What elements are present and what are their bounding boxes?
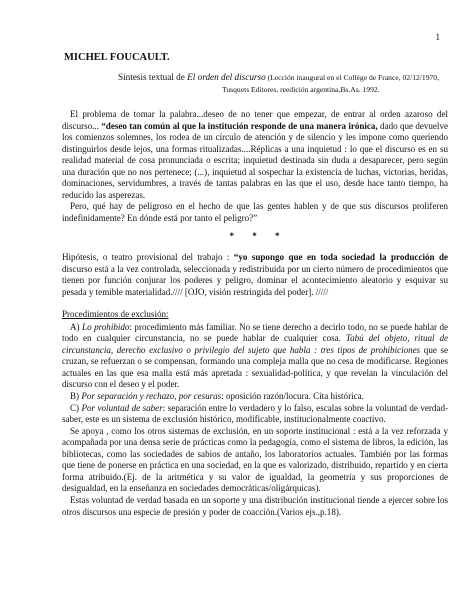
paragraph-4: Se apoya , como los otros sistemas de exclusión, en un soporte institucional : está a la vez reforzada y acompañada por una densa serie de prácticas como la pedagogía, como el sistema de libros, la edición, las bibliotecas, como las sociedades de sabios de antaño, los laboratorios actuales. También por las formas que tiene de ponerse en práctica en una sociedad, en la que es valorizado, distribuido, repartido y en cierta forma atribuido.(Ej. de la aritmética y su valor de igualdad, la geometría y sus proporciones de desigualdad, en la enseñanza en sociedades democráticas/oligárquicas). xyxy=(62,425,448,494)
paragraph-b xyxy=(62,391,448,403)
pb-label: B) xyxy=(70,391,82,402)
p1-text-a: El problema de tomar la palabra...deseo de no tener que empezar, de entrar al orden azaroso del discurso... xyxy=(62,109,448,131)
page-number: 1 xyxy=(435,32,440,42)
subtitle xyxy=(118,72,448,95)
author-heading: MICHEL FOUCAULT. xyxy=(64,52,170,63)
pb-title: Por separación y rechazo, por cesuras xyxy=(81,391,222,402)
pa-italic: Tabú del objeto, ritual de circunstancia, derecho exclusivo o privilegio del sujeto que habla : tres tipos de prohibiciones xyxy=(62,333,448,355)
pc-text: : separación entre lo verdadero y lo falso, escalas sobre la voluntad de verdad-saber, este es un sistema de exclusión histórico, modificable, institucionalmente coactivo. xyxy=(62,402,448,425)
p1-bold: “deseo tan común al que la institución responde de una manera irónica, xyxy=(101,120,378,131)
subtitle-lead: Síntesis textual de xyxy=(118,72,188,82)
pa-text-a: : procedimiento más familiar. No se tiene derecho a decirlo todo, no se puede hablar de todo en cualquier circunstancia, no se puede hablar de cualquier cosa. xyxy=(62,321,448,344)
pb-text: : oposición razón/locura. Cita histórica. xyxy=(221,391,364,402)
work-title: El orden del discurso xyxy=(187,72,266,82)
paragraph-5: Estas voluntad de verdad basada en un soporte y una distribución institucional tiende a ejercer sobre los otros discursos una especie de presión y poder de coacción.(Varios ejs.,p.18). xyxy=(62,494,448,517)
paragraph-1 xyxy=(62,109,448,201)
p3-text-c: discurso está a la vez controlada, seleccionada y redistribuida por un cierto número de procedimientos que tienen por función conjurar los poderes y peligro, dominar el acontecimiento aleatorio y esquivar su pesada y temible materialidad.//// [OJO, visión restringida del poder]. ///// xyxy=(62,263,448,297)
pa-text-b: que se cruzan, se refuerzan o se compensan, formando una compleja malla que no cesa de modificarse. Regiones actuales en las que esa malla está más apretada : sexualidad-política, y que revelan la vinculación del discurso con el deseo y el poder. xyxy=(62,344,448,390)
paragraph-2: Pero, qué hay de peligroso en el hecho de que las gentes hablen y de que sus discursos proliferen indefinidamente? En dónde está por tanto el peligro?” xyxy=(62,201,448,223)
pc-title: Por voluntad de saber xyxy=(81,402,163,413)
section-heading: Procedimientos de exclusión: xyxy=(62,309,169,320)
p3-bold: “yo supongo que en toda sociedad la producción de xyxy=(233,252,448,263)
pa-label: A) xyxy=(70,321,83,332)
subtitle-note-2: Tusquets Editores, reedición argentina,Bs.As. 1992. xyxy=(222,84,380,94)
pa-title: Lo prohibido xyxy=(82,321,130,332)
p3-text-a: Hipótesis, o teatro provisional del trabajo : xyxy=(62,252,234,263)
paragraph-3 xyxy=(62,252,448,298)
paragraph-c xyxy=(62,403,448,426)
paragraph-a xyxy=(62,322,448,391)
pc-label: C) xyxy=(70,402,82,413)
p1-text-c: dado que devuelve los comienzos solemnes, los rodea de un círculo de atención y de silencio y les impone como queriendo distinguirlos desde lejos, una formas ritualizadas....Réplicas a una inquietud : lo que el discurso es en su realidad material de cosa pronunciada o escrita; inquietud destinada sin duda a desaparecer, pero según una duración que no nos pertenece; (...), inquietud al sospechar la existencia de luchas, victorias, heridas, dominaciones, servidumbres, a través de tantas palabras en las que el uso, desde hace tanto tiempo, ha reducido las asperezas. xyxy=(62,120,448,200)
subtitle-note-1: (Lección inaugural en el Collège de France, 02/12/1970, xyxy=(265,73,440,82)
section-separator: * * * xyxy=(229,231,281,242)
document-body xyxy=(62,109,448,518)
